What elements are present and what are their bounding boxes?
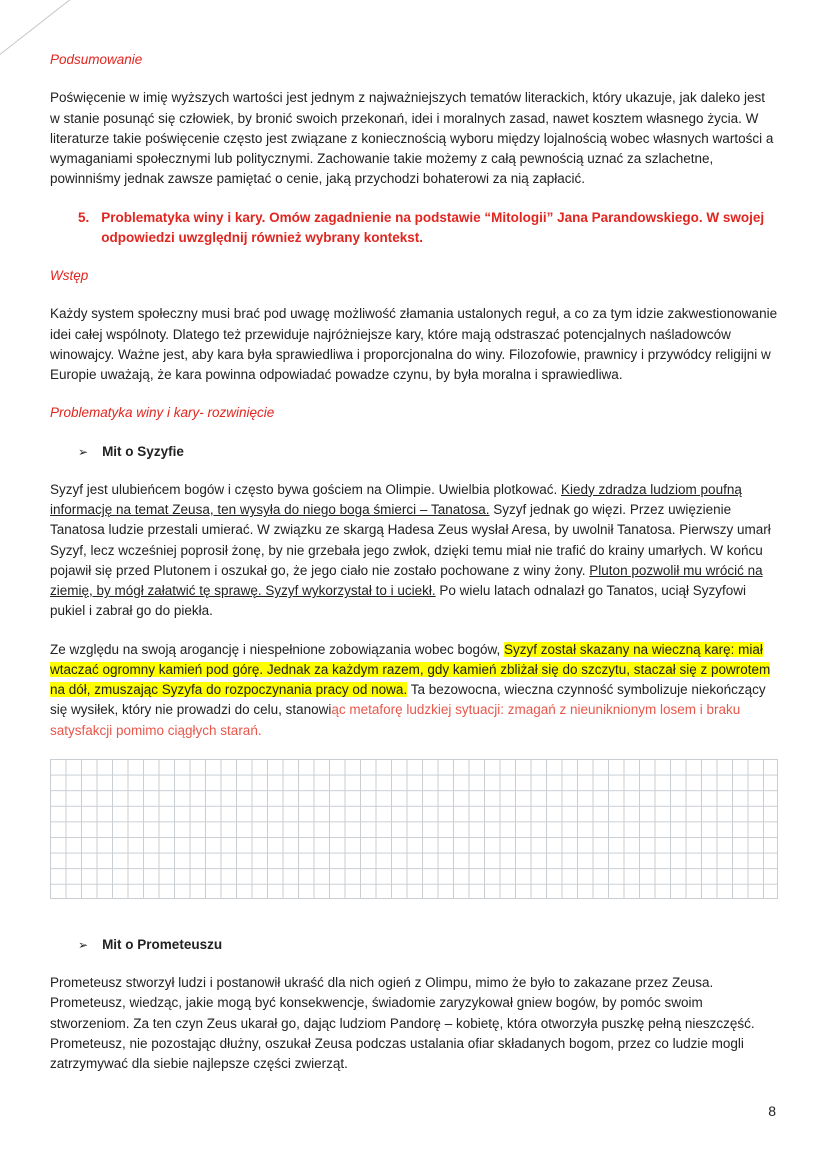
page-number: 8 xyxy=(768,1103,776,1119)
paragraph-wstep: Każdy system społeczny musi brać pod uwagę możliwość złamania ustalonych reguł, a co za tym idzie zakwestionowanie idei całej wspólnoty. Dlatego też przewiduje najróżniejsze kary, które mają odstraszać potencjalnych naśladowców winowajcy. Ważne jest, aby kara była sprawiedliwa i proporcjonalna do winy. Filozofowie, prawnicy i przywódcy religijni w Europie uważają, że kara powinna odpowiadać powadze czynu, by była moralna i sprawiedliwa. xyxy=(50,306,778,382)
bullet-title-syzyf: Mit o Syzyfie xyxy=(102,443,184,459)
question-5-text: Problematyka winy i kary. Omów zagadnienie na podstawie “Mitologii” Jana Parandowskiego. W swojej odpowiedzi uwzględnij również wybrany kontekst. xyxy=(101,209,765,245)
text-segment: Ze względu na swoją arogancję i niespełnione zobowiązania wobec bogów, xyxy=(50,641,505,657)
red-text-segment: ąc metaforę ludzkiej sytuacji: zmagań z nieuniknionym losem i braku satysfakcji pomimo ciągłych starań. xyxy=(50,702,741,738)
paragraph-syzyf-story xyxy=(50,480,778,622)
text-segment: Po wielu latach odnalazł go Tanatos, uciął Syzyfowi pukiel i zabrał go do piekła. xyxy=(50,583,747,619)
paragraph-prometeusz: Prometeusz stworzył ludzi i postanowił ukraść dla nich ogień z Olimpu, mimo że było to zakazane przez Zeusa. Prometeusz, wiedząc, jakie mogą być konsekwencje, świadomie zaryzykował gniew bogów, by pomóc swoim stworzeniom. Za ten czyn Zeus ukarał go, dając ludziom Pandorę – kobietę, która otworzyła puszkę pełną nieszczęść. Prometeusz, nie pozostając dłużny, oszukał Zeusa podczas ustalania ofiar składanych bogom, przez co ludzie mogli zatrzymywać dla siebie najlepsze części zwierząt. xyxy=(50,975,755,1071)
underlined-text-segment: Pluton pozwolił mu wrócić na ziemię, by mógł załatwić tę sprawę. Syzyf wykorzystał to i uciekł. xyxy=(50,562,763,598)
text-segment: Syzyf jednak go więzi. Przez uwięzienie Tanatosa ludzie przestali umierać. W związku ze skargą Hadesa Zeus wysłał Aresa, by uwolnił Tanatosa. Pierwszy umarł Syzyf, lecz wcześniej poprosił żonę, by nie grzebała jego zwłok, dzięki temu miał nie trafić do krainy umarłych. W końcu pojawił się przed Plutonem i oszukał go, że jego ciało nie zostało pochowane z winy żony. xyxy=(50,502,771,578)
paragraph-podsumowanie: Poświęcenie w imię wyższych wartości jest jednym z najważniejszych tematów literackich, który ukazuje, jak daleko jest w stanie posunąć się człowiek, by bronić swoich przekonań, idei i moralnych zasad, nawet kosztem własnego życia. W literaturze takie poświęcenie często jest związane z koniecznością wyboru między lojalnością wobec własnych wartości a wymaganiami społecznymi lub politycznymi. Zachowanie takie możemy z całą pewnością uznać za szlachetne, powinniśmy jednak zawsze pamiętać o cenie, jaką przychodzi bohaterowi za nią zapłacić. xyxy=(50,90,774,187)
text-segment: Syzyf jest ulubieńcem bogów i często bywa gościem na Olimpie. Uwielbia plotkować. xyxy=(50,481,561,497)
underlined-text-segment: Kiedy zdradza ludziom poufną informację na temat Zeusa, ten wysyła do niego boga śmierci – Tanatosa. xyxy=(50,481,742,517)
question-5-number: 5. xyxy=(78,209,90,225)
text-segment: Ta bezowocna, wieczna czynność symbolizuje niekończący się wysiłek, który nie prowadzi do celu, stanowi xyxy=(50,682,766,718)
arrow-bullet-icon: ➢ xyxy=(78,444,89,459)
grid-paper xyxy=(50,759,778,899)
heading-wstep: Wstęp xyxy=(50,268,89,283)
highlighted-text-segment: Syzyf został skazany na wieczną karę: miał wtaczać ogromny kamień pod górę. Jednak za każdym razem, gdy kamień zbliżał się do szczytu, staczał się z powrotem na dół, zmuszając Syzyfa do rozpoczynania pracy od nowa. xyxy=(50,641,771,697)
question-5 xyxy=(50,208,778,249)
arrow-bullet-icon: ➢ xyxy=(78,937,89,952)
paragraph-syzyf-kara xyxy=(50,640,778,741)
heading-podsumowanie: Podsumowanie xyxy=(50,52,143,67)
bullet-title-prometeusz: Mit o Prometeuszu xyxy=(102,936,223,952)
heading-rozwiniecie: Problematyka winy i kary- rozwinięcie xyxy=(50,405,275,421)
bullet-mit-o-prometeuszu xyxy=(50,935,778,955)
bullet-mit-o-syzyfie xyxy=(50,442,778,462)
